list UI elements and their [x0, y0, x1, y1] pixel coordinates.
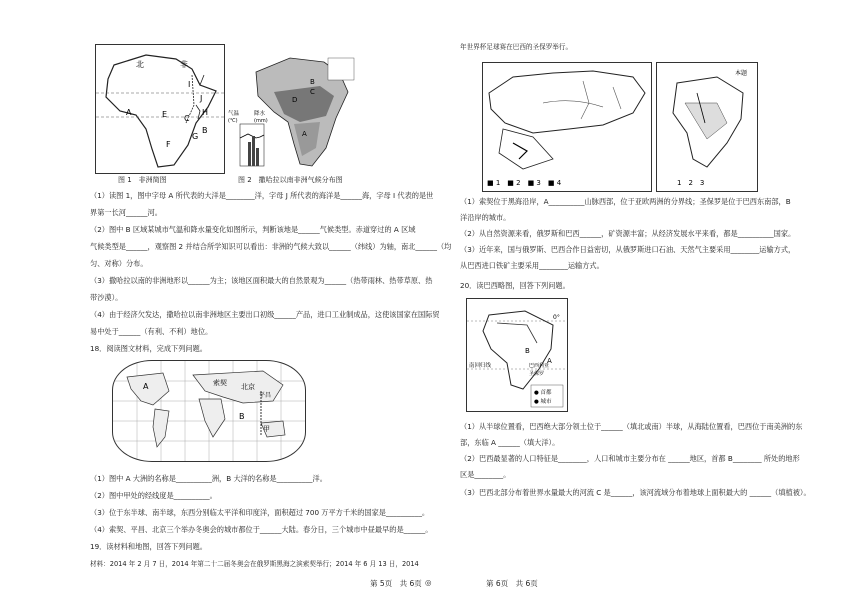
- tropic-label: 南回归线: [469, 363, 492, 369]
- q17-line: （3）撒哈拉以南的非洲地形以______为主；该地区面积最大的自然景观为______（热带雨林、热带草原、热: [90, 276, 433, 285]
- q19-line: （1）索契位于黑海沿岸，A__________山脉西部，位于亚欧两洲的分界线；圣保罗是位于巴西东南部，B: [460, 197, 791, 206]
- climate-map-label: A: [302, 130, 307, 138]
- q19-material: 材料：2014 年 2 月 7 日，2014 年第二十二届冬奥会在俄罗斯黑海之滨索契举行；2014 年 6 月 13 日，2014: [90, 560, 419, 568]
- climate-map-label: D: [292, 96, 298, 104]
- q18-line: （4）索契、平昌、北京三个举办冬奥会的城市都位于______大陆。春分日，三个城市中昼最早的是______。: [90, 525, 433, 534]
- q19-line: （2）从自然资源来看，俄罗斯和巴西______，矿资源丰富；从经济发展水平来看，都是__________国家。: [460, 229, 796, 238]
- footer-page-right: 第 6页 共 6页: [486, 579, 538, 588]
- world-map-label: 甲: [263, 425, 270, 433]
- climate-map-label: B: [310, 78, 315, 86]
- footer-center-mark: ◎: [425, 578, 432, 587]
- q19-line: 从巴西进口铁矿主要采用________运输方式。: [460, 261, 604, 270]
- q20-line: 部，东临 A ______（填大洋）。: [460, 438, 560, 447]
- right-page: [430, 0, 860, 608]
- climate-axis-unit: (mm): [254, 118, 268, 124]
- world-map-label: 北京: [241, 383, 255, 391]
- q17-line: 易中处于______（有利、不利）地位。: [90, 327, 213, 336]
- brazil-label: B: [525, 347, 530, 355]
- africa-label: I: [188, 80, 191, 89]
- africa-label: H: [202, 108, 209, 117]
- world-map-label: B: [239, 412, 245, 421]
- q20-line: （2）巴西最显著的人口特征是________，人口和城市主要分布在 ______地区，首都 B________ 所处的地形: [460, 454, 800, 463]
- world-map-label: 平昌: [259, 392, 272, 399]
- q18-line: （2）图中甲处的经线度是__________。: [90, 491, 217, 500]
- q17-line: （4）由于经济欠发达，撒哈拉以南非洲地区主要出口初级______产品，进口工业制成品，这使该国家在国际贸: [90, 310, 440, 319]
- legend-capital: ● 首都: [534, 390, 552, 396]
- equator-label: 0°: [553, 314, 560, 321]
- africa-label: F: [166, 140, 171, 149]
- legend-city: ● 城市: [534, 399, 552, 405]
- world-map-label: 索契: [213, 379, 227, 387]
- brazil-city-label: 圣保罗: [529, 371, 545, 377]
- q17-line: 气候类型是______，观察图 2 并结合所学知识可以看出：非洲的气候大致以______（纬线）为轴，南北______（均: [90, 242, 452, 251]
- q17-line: 带沙漠）。: [90, 293, 123, 302]
- brazil-label: A: [547, 357, 552, 365]
- q19-title: 19．读材料和地图，回答下列问题。: [90, 542, 207, 551]
- q17-line: （2）图中 B 区域某城市气温和降水量变化如图所示，判断该地是______气候类型。赤道穿过的 A 区域: [90, 225, 416, 234]
- russia-legend: ■ 1 ■ 2 ■ 3 ■ 4: [487, 179, 562, 187]
- q20-line: （3）巴西北部分布着世界水量最大的河流 C 是______，该河流域分布着地球上面积最大的 ______（填植被）。: [460, 488, 811, 497]
- africa-label: A: [126, 108, 132, 117]
- figure-russia-map: [482, 62, 652, 192]
- africa-label: E: [162, 110, 168, 119]
- africa-map-graphic: [96, 45, 224, 173]
- world-map-label: A: [143, 382, 149, 391]
- q20-line: 区是________。: [460, 470, 511, 479]
- africa-label: J: [200, 94, 203, 103]
- brazil-small-title: 本题: [735, 70, 748, 77]
- material-continued: 年世界杯足球赛在巴西的圣保罗举行。: [460, 43, 573, 51]
- figure-climate-map: [250, 52, 356, 170]
- q18-title: 18．阅读图文材料，完成下列问题。: [90, 344, 207, 353]
- climate-map-label: C: [310, 88, 315, 96]
- q17-line: （1）读图 1，图中字母 A 所代表的大洋是________洋，字母 J 所代表的海洋是______海，字母 I 代表的是世: [90, 191, 434, 200]
- africa-label: C: [184, 114, 190, 123]
- africa-label: B: [202, 126, 208, 135]
- q18-line: （1）图中 A 大洲的名称是__________洲，B 大洋的名称是__________洋。: [90, 474, 327, 483]
- brazil-small-legend: 1 2 3: [677, 179, 705, 187]
- climate-axis-label: 降水: [254, 111, 266, 117]
- figure-brazil-map: [466, 298, 568, 412]
- q17-line: 匀、对称）分布。: [90, 259, 148, 268]
- fig2-caption: 图 2 撒哈拉以南非洲气候分布图: [238, 176, 343, 184]
- figure-brazil-small-map: [656, 62, 758, 192]
- africa-label: 非: [180, 60, 188, 69]
- figure-africa-map: [95, 44, 225, 174]
- q20-title: 20．读巴西略图，回答下列问题。: [460, 281, 570, 290]
- q17-line: 界第一长河______河。: [90, 208, 162, 217]
- figure-world-map: [112, 360, 306, 462]
- fig1-caption: 图 1 非洲简图: [118, 176, 167, 184]
- africa-label: 北: [136, 60, 144, 69]
- footer-page-left: 第 5页 共 6页: [370, 579, 422, 588]
- q19-line: 洋沿岸的城市。: [460, 213, 511, 222]
- q20-line: （1）从半球位置看，巴西绝大部分领土位于______（填北或南）半球，从海陆位置看，巴西位于南美洲的东: [460, 422, 803, 431]
- q19-line: （3）近年来，国与俄罗斯、巴西合作日益密切，从俄罗斯进口石油、天然气主要采用________运输方式，: [460, 245, 796, 254]
- climate-axis-label: 气温: [228, 111, 240, 117]
- climate-axis-unit: (℃): [228, 118, 238, 124]
- brazil-city-label: 巴西利亚: [529, 363, 550, 369]
- q18-line: （3）位于东半球、南半球，东西分别临太平洋和印度洋，面积超过 700 万平方千米的国家是__________。: [90, 508, 430, 517]
- africa-label: G: [192, 132, 199, 141]
